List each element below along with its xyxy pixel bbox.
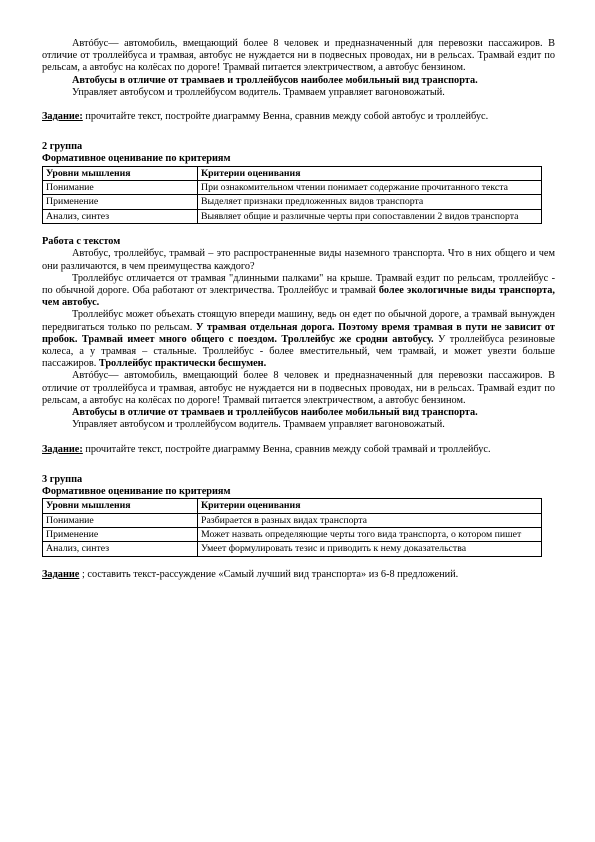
table-row	[43, 195, 542, 209]
group2-subtitle: Формативное оценивание по критериям	[42, 153, 231, 165]
paragraph-trolleybus-vs-tram	[42, 273, 555, 310]
task-label: Задание:	[42, 443, 83, 455]
group3-criteria-table	[42, 498, 542, 557]
table-row	[43, 181, 542, 195]
table-cell: При ознакомительном чтении понимает содержание прочитанного текста	[198, 181, 542, 195]
group2-title: 2 группа	[42, 141, 83, 153]
table-header: Уровни мышления	[43, 166, 198, 180]
task-text: прочитайте текст, постройте диаграмму Венна, сравнив между собой трамвай и троллейбус.	[82, 443, 491, 455]
table-header-row	[43, 166, 542, 180]
task-text: прочитайте текст, постройте диаграмму Венна, сравнив между собой автобус и троллейбус.	[82, 111, 489, 123]
table-cell: Анализ, синтез	[43, 542, 198, 556]
table-cell: Разбирается в разных видах транспорта	[198, 513, 542, 527]
table-cell: Анализ, синтез	[43, 209, 198, 223]
task-label: Задание:	[42, 111, 83, 123]
table-row	[43, 209, 542, 223]
table-cell: Понимание	[43, 181, 198, 195]
paragraph-bus-definition: Автóбус— автомобиль, вмещающий более 8 человек и предназначенный для перевозки пассажиров. В отличие от троллейбуса и трамвая, автобус не нуждается ни в подвесных проводах, ни в рельсах. Трамвай ездит по рельсам, а автобус на колёсах по дороге! Трамвай питается электричеством, а автобус бензином.	[42, 38, 555, 74]
task-1	[42, 111, 555, 123]
table-cell: Выделяет признаки предложенных видов транспорта	[198, 195, 542, 209]
table-cell: Выявляет общие и различные черты при сопоставлении 2 видов транспорта	[198, 209, 542, 223]
table-header: Уровни мышления	[43, 499, 198, 513]
bold-text: Троллейбус практически бесшумен.	[98, 358, 267, 370]
bold-text: Автобусы в отличие от трамваев и троллейбусов наиболее мобильный вид транспорта.	[72, 407, 478, 419]
table-cell: Понимание	[43, 513, 198, 527]
paragraph-drivers: Управляет автобусом и троллейбусом водитель. Трамваем управляет вагоновожатый.	[72, 86, 445, 98]
paragraph-bus-mobility	[42, 75, 555, 87]
table-cell: Может назвать определяющие черты того вида транспорта, о котором пишет	[198, 527, 542, 541]
work-title: Работа с текстом	[42, 236, 121, 248]
group2-criteria-table	[42, 166, 542, 225]
document-page	[42, 38, 555, 581]
task-text: ; составить текст-рассуждение «Самый лучший вид транспорта» из 6-8 предложений.	[79, 568, 459, 580]
bold-text: У трамвая отдельная дорога. Поэтому время трамвая в пути не зависит от пробок. Трамвай имеет много общего с поездом. Троллейбус же сродни автобусу.	[42, 321, 555, 345]
text-span: У троллейбуса резиновые колеса, а у трамвая – стальные. Троллейбус - более вместительный, чем трамвай, и может увезти больше пассажиров.	[42, 333, 555, 370]
task-label: Задание	[42, 568, 80, 580]
paragraph-differences	[42, 309, 555, 370]
table-header: Критерии оценивания	[198, 499, 542, 513]
table-cell: Применение	[43, 527, 198, 541]
paragraph-bus-definition-2: Автóбус— автомобиль, вмещающий более 8 человек и предназначенный для перевозки пассажиров. В отличие от троллейбуса и трамвая, автобус не нуждается ни в подвесных проводах, ни в рельсах. Трамвай ездит по рельсам, а автобус на колёсах по дороге! Трамвай питается электричеством, а автобус бензином.	[42, 370, 555, 406]
paragraph-drivers-2: Управляет автобусом и троллейбусом водитель. Трамваем управляет вагоновожатый.	[72, 419, 445, 431]
table-header: Критерии оценивания	[198, 166, 542, 180]
task-2	[42, 444, 555, 456]
group3-subtitle: Формативное оценивание по критериям	[42, 485, 231, 497]
table-cell: Применение	[43, 195, 198, 209]
group3-title: 3 группа	[42, 473, 83, 485]
bold-text: более экологичные виды транспорта, чем автобус.	[42, 285, 555, 309]
table-row	[43, 542, 542, 556]
task-3	[42, 569, 555, 581]
table-cell: Умеет формулировать тезис и приводить к нему доказательства	[198, 542, 542, 556]
text-span: Троллейбус может объехать стоящую впереди машину, ведь он едет по обычной дороге, а трамвай вынужден передвигаться только по рельсам.	[42, 309, 555, 333]
table-header-row	[43, 499, 542, 513]
paragraph-intro: Автобус, троллейбус, трамвай – это распространенные виды наземного транспорта. Что в них общего и чем они различаются, в чем преимущества каждого?	[42, 248, 555, 272]
table-row	[43, 513, 542, 527]
text-span: Троллейбус отличается от трамвая "длинными палками" на крыше. Трамвай ездит по рельсам, троллейбус - по обычной дороге. Оба работают от электричества. Троллейбус и трамвай	[42, 272, 555, 297]
paragraph-bus-mobility-2	[42, 407, 555, 419]
bold-text: Автобусы в отличие от трамваев и троллейбусов наиболее мобильный вид транспорта.	[72, 74, 478, 86]
table-row	[43, 527, 542, 541]
